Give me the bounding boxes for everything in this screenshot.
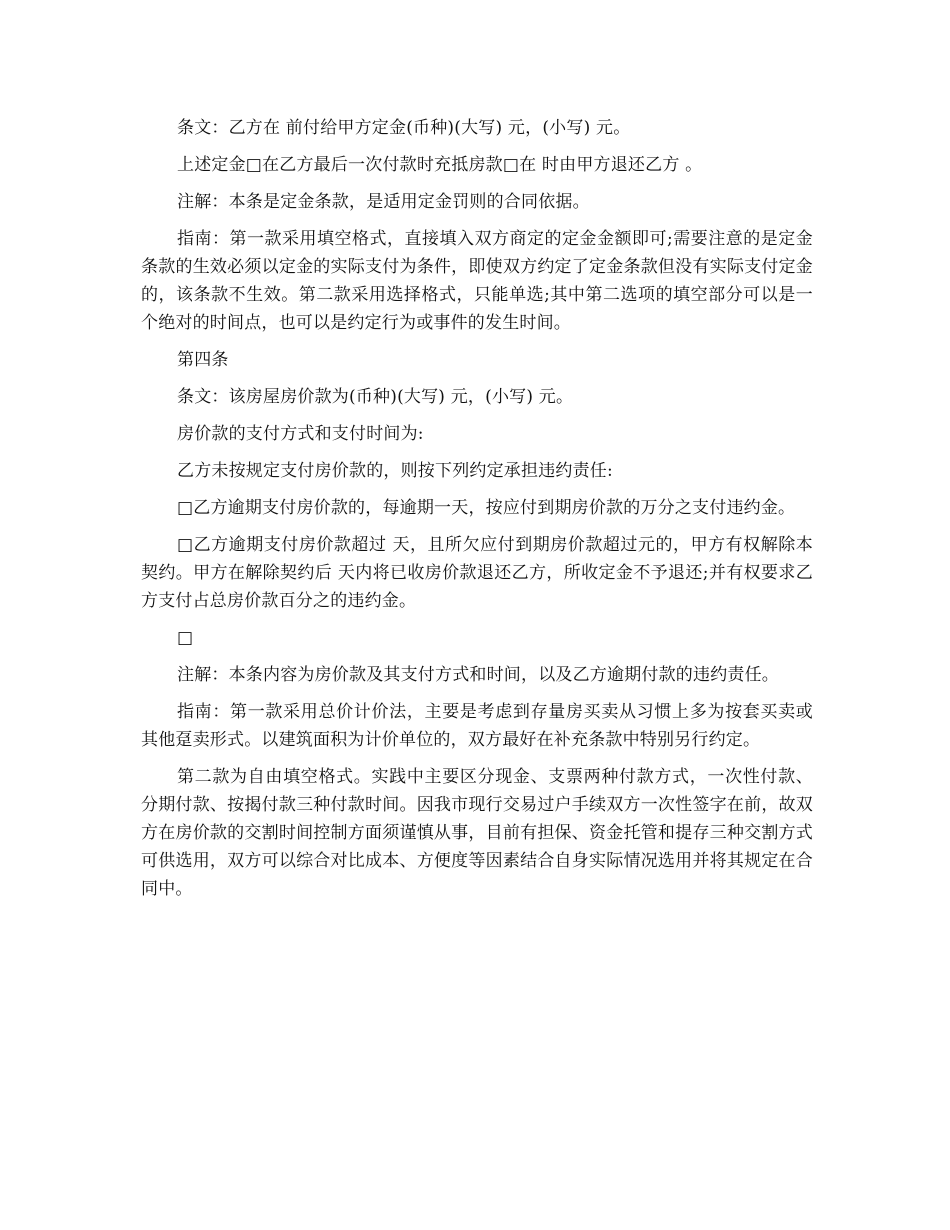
guide-deposit: 指南：第一款采用填空格式，直接填入双方商定的定金金额即可;需要注意的是定金条款的生效必须以定金的实际支付为条件，即使双方约定了定金条款但没有实际支付定金的，该条款不生效。第二款采用选择格式，只能单选;其中第二选项的填空部分可以是一个绝对的时间点，也可以是约定行为或事件的发生时间。 [141, 229, 813, 333]
breach-option-1: □乙方逾期支付房价款的，每逾期一天，按应付到期房价款的万分之支付违约金。 [177, 498, 796, 518]
guide-price: 指南：第一款采用总价计价法，主要是考虑到存量房买卖从习惯上多为按套买卖或其他趸卖形式。以建筑面积为计价单位的，双方最好在补充条款中特别另行约定。 [141, 702, 813, 750]
payment-method-text: 房价款的支付方式和支付时间为: [177, 424, 424, 444]
deposit-option-text: 上述定金□在乙方最后一次付款时充抵房款□在 时由甲方退还乙方 。 [177, 155, 703, 175]
breach-option-2: □乙方逾期支付房价款超过 天，且所欠应付到期房价款超过元的，甲方有权解除本契约。甲方在解除契约后 天内将已收房价款退还乙方，所收定金不予退还;并有权要求乙方支付占总房价款百分之的违约金。 [141, 535, 813, 611]
note-price: 注解：本条内容为房价款及其支付方式和时间，以及乙方逾期付款的违约责任。 [177, 665, 779, 685]
document-page [141, 114, 813, 912]
breach-option-3-checkbox: □ [177, 628, 194, 648]
clause-text-price: 条文：该房屋房价款为(币种)(大写) 元，(小写) 元。 [177, 387, 574, 407]
breach-intro-text: 乙方未按规定支付房价款的，则按下列约定承担违约责任: [177, 461, 613, 481]
note-deposit: 注解：本条是定金条款，是适用定金罚则的合同依据。 [177, 192, 590, 212]
clause-text-deposit: 条文：乙方在 前付给甲方定金(币种)(大写) 元，(小写) 元。 [177, 118, 631, 138]
article-four-heading: 第四条 [177, 350, 229, 370]
guide-second-clause: 第二款为自由填空格式。实践中主要区分现金、支票两种付款方式，一次性付款、分期付款、按揭付款三种付款时间。因我市现行交易过户手续双方一次性签字在前，故双方在房价款的交割时间控制方面须谨慎从事，目前有担保、资金托管和提存三种交割方式可供选用，双方可以综合对比成本、方便度等因素结合自身实际情况选用并将其规定在合同中。 [141, 767, 813, 899]
